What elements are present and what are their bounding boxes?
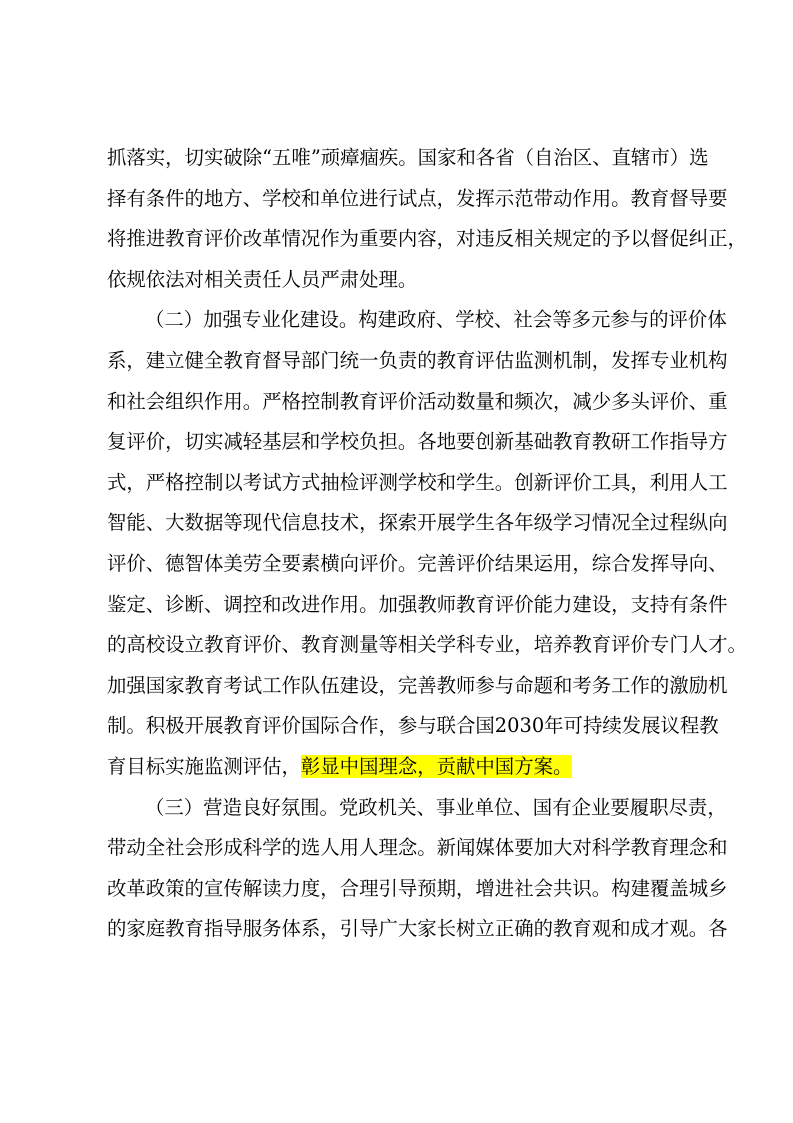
- paragraph-2-line-4: 复评价，切实减轻基层和学校负担。各地要创新基础教育教研工作指导方: [107, 430, 728, 454]
- highlighted-text: 彰显中国理念，贡献中国方案。: [300, 754, 573, 778]
- paragraph-1-line-3: 将推进教育评价改革情况作为重要内容，对违反相关规定的予以督促纠正，: [107, 227, 747, 251]
- paragraph-2-line-12-text: 育目标实施监测评估，: [107, 754, 301, 778]
- paragraph-3-line-2: 带动全社会形成科学的选人用人理念。新闻媒体要加大对科学教育理念和: [107, 836, 728, 860]
- paragraph-2-line-10: 加强国家教育考试工作队伍建设，完善教师参与命题和考务工作的激励机: [107, 673, 728, 697]
- paragraph-2-line-3: 和社会组织作用。严格控制教育评价活动数量和频次，减少多头评价、重: [107, 389, 728, 413]
- paragraph-2-line-9: 的高校设立教育评价、教育测量等相关学科专业，培养教育评价专门人才。: [107, 633, 747, 657]
- paragraph-2-line-2: 系，建立健全教育督导部门统一负责的教育评估监测机制，发挥专业机构: [107, 348, 728, 372]
- paragraph-1-line-4: 依规依法对相关责任人员严肃处理。: [107, 267, 418, 291]
- document-body: [107, 138, 747, 950]
- paragraph-2-line-11: 制。积极开展教育评价国际合作，参与联合国2030年可持续发展议程教: [107, 714, 719, 738]
- paragraph-2-line-6: 智能、大数据等现代信息技术，探索开展学生各年级学习情况全过程纵向: [107, 511, 728, 535]
- paragraph-3-line-1: （三）营造良好氛围。党政机关、事业单位、国有企业要履职尽责，: [145, 795, 727, 819]
- paragraph-2-line-8: 鉴定、诊断、调控和改进作用。加强教师教育评价能力建设，支持有条件: [107, 592, 728, 616]
- paragraph-2-line-1: （二）加强专业化建设。构建政府、学校、社会等多元参与的评价体: [145, 308, 727, 332]
- paragraph-3-line-3: 改革政策的宣传解读力度，合理引导预期，增进社会共识。构建覆盖城乡: [107, 876, 728, 900]
- paragraph-1-line-1: 抓落实，切实破除“五唯”顽瘴痼疾。国家和各省（自治区、直辖市）选: [107, 146, 709, 169]
- paragraph-2-line-12: [107, 747, 682, 788]
- paragraph-2-line-7: 评价、德智体美劳全要素横向评价。完善评价结果运用，综合发挥导向、: [107, 551, 728, 575]
- paragraph-3-line-4: 的家庭教育指导服务体系，引导广大家长树立正确的教育观和成才观。各: [107, 917, 728, 941]
- paragraph-2-line-5: 式，严格控制以考试方式抽检评测学校和学生。创新评价工具，利用人工: [107, 470, 728, 494]
- paragraph-1-line-2: 择有条件的地方、学校和单位进行试点，发挥示范带动作用。教育督导要: [107, 186, 728, 210]
